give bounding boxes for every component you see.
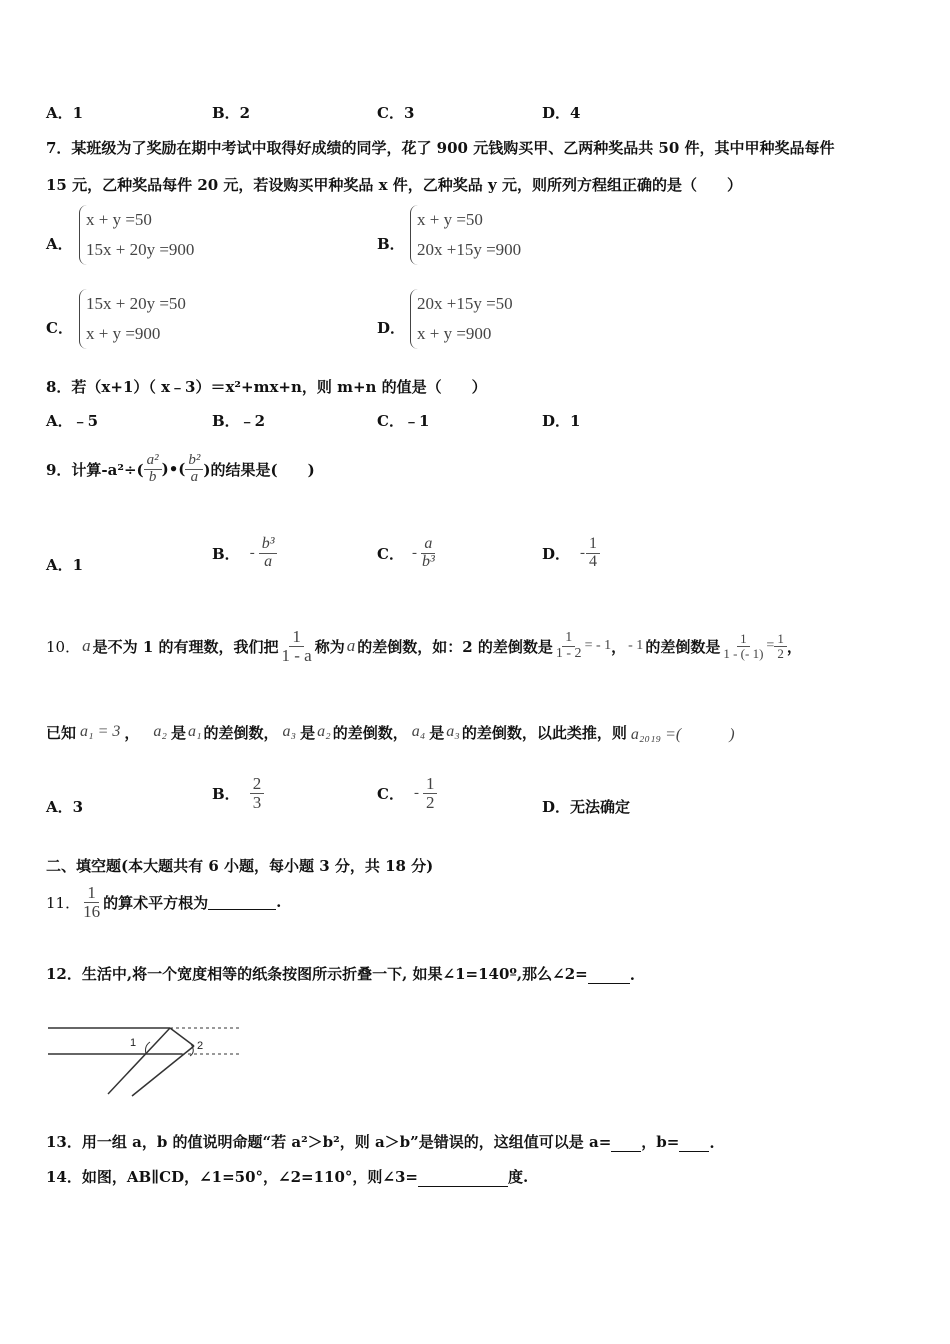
- q10-ex2-result-denominator: 2: [777, 645, 784, 661]
- q11-answer-blank[interactable]: [208, 895, 276, 910]
- angle-2-label: 2: [197, 1040, 204, 1052]
- q10-a4: a₄: [411, 723, 426, 740]
- q13-answer-blank-a[interactable]: [611, 1137, 641, 1152]
- q10-c-fraction: [423, 775, 438, 812]
- q12-answer-blank[interactable]: [588, 969, 630, 984]
- q10-is-3: 是: [429, 723, 445, 742]
- q10-example2-fraction: [720, 632, 766, 660]
- q7-c-eq2: x + y =900: [86, 324, 161, 343]
- q10-option-b: [212, 768, 264, 818]
- q9-f2-numerator: b²: [185, 453, 203, 470]
- q10-c-label: C．: [377, 784, 404, 803]
- q9-d-denominator: 4: [589, 552, 598, 570]
- q10-a2-ref: a₂: [317, 723, 331, 740]
- q10-text-3: 的差倒数，如：2 的差倒数是: [357, 637, 553, 656]
- q13-stem: [46, 1131, 715, 1152]
- q9-d-numerator: 1: [586, 536, 600, 554]
- q10-ex2-result-numerator: 1: [774, 632, 787, 647]
- q9-fraction-2: [185, 453, 203, 486]
- q9-c-sign: -: [411, 544, 417, 561]
- q6-option-d: D．4: [542, 104, 581, 122]
- q14-end: 度.: [507, 1168, 529, 1186]
- q9-b-label: B．: [212, 544, 240, 563]
- q8-option-c: C．﹣1: [377, 412, 430, 430]
- q9-fraction-1: [144, 453, 162, 486]
- q9-b-sign: -: [249, 544, 255, 561]
- q7-option-b-system: [410, 205, 521, 265]
- q10-example2-value: - 1: [628, 638, 644, 653]
- q9-c-numerator: a: [421, 536, 435, 554]
- q14-answer-blank[interactable]: [418, 1172, 508, 1187]
- q10-ex2-numerator: 1: [737, 632, 750, 647]
- q10-a2: a₂: [153, 723, 167, 740]
- q12-end: .: [629, 966, 635, 984]
- q10-definition-fraction: [278, 628, 314, 665]
- q10-stem-line2: [46, 712, 735, 752]
- q8-stem: 8．若（x+1）（ x﹣3）＝x²+mx+n，则 m+n 的值是（ ）: [46, 378, 487, 396]
- q10-number: 10．: [46, 637, 81, 656]
- q13-mid: ，b=: [641, 1133, 680, 1151]
- q9-b-fraction: [259, 536, 278, 571]
- q10-c-sign: -: [413, 784, 419, 801]
- q10-comma-1: ，: [124, 723, 140, 742]
- q10-example2-equals: =: [766, 638, 775, 653]
- q11-fraction: [80, 884, 103, 921]
- q6-option-c: C．3: [377, 104, 415, 122]
- q10-diff-1: 的差倒数，: [203, 723, 279, 742]
- q7-option-a-system: [79, 205, 194, 265]
- q11-denominator: 16: [83, 901, 101, 921]
- q9-c-denominator: b³: [421, 552, 435, 570]
- q10-def-denominator: 1 - a: [281, 645, 312, 665]
- q9-option-d: [542, 528, 600, 578]
- q10-b-denominator: 3: [252, 792, 262, 812]
- q12-text: 12．生活中,将一个宽度相等的纸条按图所示折叠一下, 如果∠1=140º,那么∠2=: [46, 965, 588, 983]
- q10-def-numerator: 1: [289, 628, 304, 647]
- q7-c-eq1: 15x + 20y =50: [86, 294, 186, 313]
- q7-option-d-system: [410, 289, 513, 349]
- q9-b-numerator: b³: [259, 536, 278, 554]
- q7-option-b-label: B．: [377, 235, 405, 253]
- q9-suffix: )的结果是( ): [203, 460, 315, 479]
- q7-stem-line1: 7．某班级为了奖励在期中考试中取得好成绩的同学，花了 900 元钱购买甲、乙两种奖品共 50 件，其中甲种奖品每件: [46, 139, 835, 157]
- q10-a1: a₁ = 3: [80, 723, 121, 740]
- q7-option-a-label: A．: [46, 235, 73, 253]
- q10-option-a: A．3: [46, 798, 84, 816]
- q8-option-a: A．﹣5: [46, 412, 99, 430]
- q7-a-eq2: 15x + 20y =900: [86, 240, 195, 259]
- q10-example2-result: [774, 632, 787, 660]
- q10-c-denominator: 2: [425, 792, 435, 812]
- q10-text-2: 称为: [314, 637, 345, 656]
- q10-a3: a₃: [282, 723, 297, 740]
- q10-text-4: ，: [611, 637, 627, 656]
- q12-stem: [46, 963, 635, 984]
- q13-end: .: [709, 1134, 715, 1152]
- q9-option-c: [377, 528, 438, 578]
- q10-c-numerator: 1: [423, 775, 438, 794]
- q10-ex2-denominator: 1 - (- 1): [723, 645, 764, 661]
- q6-option-a: A．1: [46, 104, 84, 122]
- q9-f1-numerator: a²: [144, 453, 162, 470]
- q13-answer-blank-b[interactable]: [679, 1137, 709, 1152]
- q9-stem: [46, 446, 315, 492]
- q10-example1-result: = - 1: [584, 638, 612, 653]
- q10-diff-2: 的差倒数，: [332, 723, 408, 742]
- q9-d-label: D．: [542, 544, 571, 563]
- q12-folded-strip-figure: [46, 1018, 246, 1098]
- q10-b-label: B．: [212, 784, 240, 803]
- q10-text-6: ，: [786, 637, 802, 656]
- q10-is-2: 是: [300, 723, 316, 742]
- q10-stem-line1: [46, 610, 906, 682]
- q7-d-eq2: x + y =900: [417, 324, 492, 343]
- fold-line-2: [170, 1028, 194, 1046]
- q9-f2-denominator: a: [190, 468, 199, 485]
- q14-stem: [46, 1166, 528, 1187]
- q11-number: 11．: [46, 893, 81, 912]
- q10-var-a: a: [82, 636, 91, 655]
- q9-mid: )•(: [161, 460, 186, 478]
- q10-var-a-2: a: [346, 636, 356, 655]
- q9-c-fraction: [419, 536, 438, 571]
- q9-c-label: C．: [377, 544, 404, 563]
- q10-a1-ref: a₁: [187, 723, 202, 740]
- section-2-heading: 二、填空题(本大题共有 6 小题，每小题 3 分，共 18 分): [46, 857, 434, 875]
- q7-stem-line2: 15 元，乙种奖品每件 20 元，若设购买甲种奖品 x 件，乙种奖品 y 元，则所列方程组正确的是（ ）: [46, 176, 742, 194]
- q9-option-b: [212, 528, 277, 578]
- q9-prefix: 9．计算-a²÷(: [46, 460, 144, 479]
- q10-b-numerator: 2: [250, 775, 265, 794]
- q9-option-a: A．1: [46, 556, 84, 574]
- q7-d-eq1: 20x +15y =50: [417, 294, 513, 313]
- q10-a2019: a₂₀₁₉ =( ): [630, 725, 735, 743]
- q10-known-prefix: 已知: [46, 723, 77, 742]
- q14-text: 14．如图，AB∥CD，∠1=50°，∠2=110°，则∠3=: [46, 1168, 418, 1186]
- q10-option-c: [377, 768, 437, 818]
- q10-option-d: D．无法确定: [542, 798, 631, 816]
- q11-text: 的算术平方根为: [103, 893, 209, 912]
- q11-stem: 11． $\frac{1}{16}$ 的算术平方根为 .: [46, 882, 282, 921]
- q6-option-b: B．2: [212, 104, 251, 122]
- q7-b-eq1: x + y =50: [417, 210, 483, 229]
- q9-d-fraction: [586, 536, 600, 571]
- q9-b-denominator: a: [264, 552, 273, 570]
- q13-text: 13．用一组 a，b 的值说明命题“若 a²＞b²，则 a＞b”是错误的，这组值可以是 a=: [46, 1133, 612, 1151]
- fold-line-1: [108, 1028, 170, 1094]
- q7-option-c-system: [79, 289, 186, 349]
- q10-text-5: 的差倒数是: [645, 637, 721, 656]
- angle-1-label: 1: [130, 1037, 137, 1049]
- q9-d-sign: -: [580, 544, 586, 561]
- q9-f1-denominator: b: [148, 468, 157, 485]
- q10-a3-ref: a₃: [446, 723, 460, 740]
- q10-example1-fraction: [553, 631, 585, 661]
- q10-is-1: 是: [170, 723, 186, 742]
- q10-ex1-denominator: 1 - 2: [555, 645, 582, 661]
- q10-text-7: 的差倒数，以此类推，则: [461, 723, 627, 742]
- q10-b-fraction: [250, 775, 265, 812]
- q11-numerator: 1: [84, 884, 99, 903]
- q7-b-eq2: 20x +15y =900: [417, 240, 522, 259]
- q7-a-eq1: x + y =50: [86, 210, 152, 229]
- q10-ex1-numerator: 1: [562, 631, 575, 647]
- q8-option-b: B．﹣2: [212, 412, 266, 430]
- q7-option-d-label: D．: [377, 319, 406, 337]
- q10-text-1: 是不为 1 的有理数，我们把: [92, 637, 279, 656]
- q7-option-c-label: C．: [46, 319, 73, 337]
- q8-option-d: D．1: [542, 412, 581, 430]
